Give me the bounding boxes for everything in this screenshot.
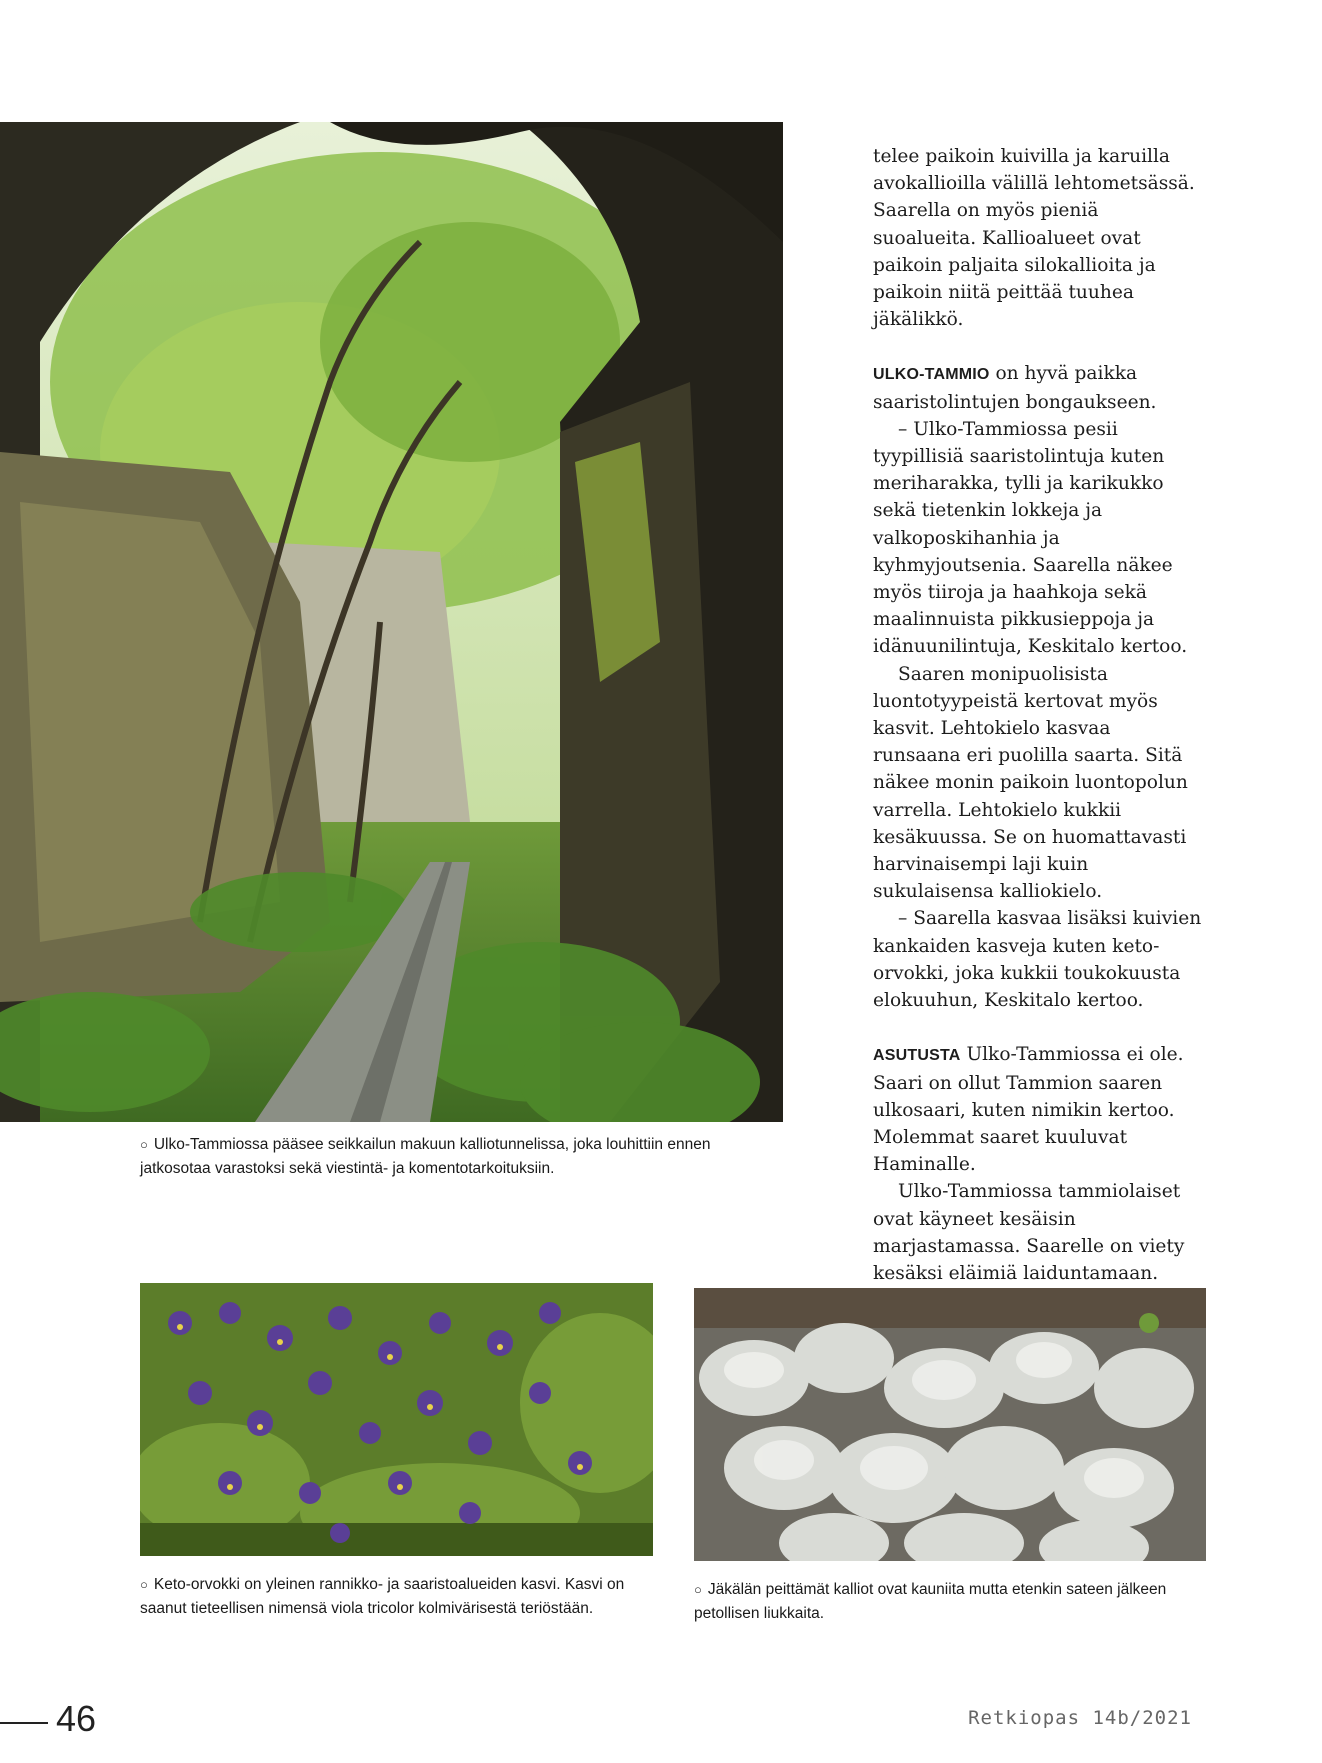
article-paragraph: – Saarella kasvaa lisäksi kuivien kankaiden kasveja kuten keto-orvokki, joka kukkii toukokuusta elokuuhun, Keskitalo kertoo. — [873, 908, 1202, 1012]
caption-lichen — [694, 1578, 1194, 1626]
article-body — [873, 143, 1203, 1287]
page-number: 46 — [56, 1698, 97, 1739]
caption-tunnel-text: Ulko-Tammiossa pääsee seikkailun makuun kalliotunnelissa, joka louhittiin ennen jatkosotaa varastoksi sekä viestintä- ja komentotarkoituksiin. — [140, 1136, 711, 1177]
caption-lichen-text: Jäkälän peittämät kalliot ovat kauniita mutta etenkin sateen jälkeen petollisen liukkaita. — [694, 1581, 1167, 1622]
article-paragraph: Saaren monipuolisista luontotyypeistä kertovat myös kasvit. Lehtokielo kasvaa runsaana eri puolilla saarta. Sitä näkee monin paikoin luontopolun varrella. Lehtokielo kukkii kesäkuussa. Se on huomattavasti harvinaisempi laji kuin sukulaisensa kalliokielo. — [873, 663, 1188, 903]
photo-rock-tunnel — [0, 122, 783, 1122]
article-paragraph: – Ulko-Tammiossa pesii tyypillisiä saaristolintuja kuten meriharakka, tylli ja karikukko sekä tietenkin lokkeja ja valkoposkihanhia ja kyhmyjoutsenia. Saarella näkee myös tiiroja ja haahkoja sekä maalinnuista pikkusieppoja ja idänuunilintuja, Keskitalo kertoo. — [873, 418, 1188, 658]
caption-tunnel — [140, 1133, 780, 1181]
caption-violets-text: Keto-orvokki on yleinen rannikko- ja saaristoalueiden kasvi. Kasvi on saanut tieteellisen nimensä viola tricolor kolmivärisestä teriöstään. — [140, 1576, 625, 1617]
caption-bullet-icon: ○ — [140, 1137, 148, 1152]
footer-rule — [0, 1722, 48, 1724]
caption-bullet-icon: ○ — [140, 1577, 148, 1592]
article-keyword: ASUTUSTA — [873, 1047, 961, 1065]
magazine-issue: Retkiopas 14b/2021 — [968, 1707, 1192, 1729]
caption-violets — [140, 1573, 640, 1621]
article-paragraph: Ulko-Tammiossa tammiolaiset ovat käyneet kesäisin marjastamassa. Saarelle on viety kesäksi eläimiä laiduntamaan. — [873, 1181, 1185, 1284]
article-text: Ulko-Tammiossa ei ole. Saari on ollut Tammion saaren ulkosaari, kuten nimikin kertoo. Molemmat saaret kuuluvat Haminalle. — [873, 1044, 1184, 1176]
article-paragraph: telee paikoin kuivilla ja karuilla avokallioilla välillä lehtometsässä. Saarella on myös pieniä suoalueita. Kallioalueet ovat paikoin paljaita silokallioita ja paikoin niitä peittää tuuhea jäkälikkö. — [873, 146, 1195, 331]
article-keyword: ULKO-TAMMIO — [873, 366, 990, 384]
article-text: on hyvä paikka saaristolintujen bongaukseen. — [873, 363, 1157, 413]
article-paragraph — [873, 1041, 1203, 1178]
article-paragraph — [873, 360, 1203, 415]
photo-violets — [140, 1283, 653, 1556]
caption-bullet-icon: ○ — [694, 1582, 702, 1597]
photo-lichen — [694, 1288, 1206, 1561]
